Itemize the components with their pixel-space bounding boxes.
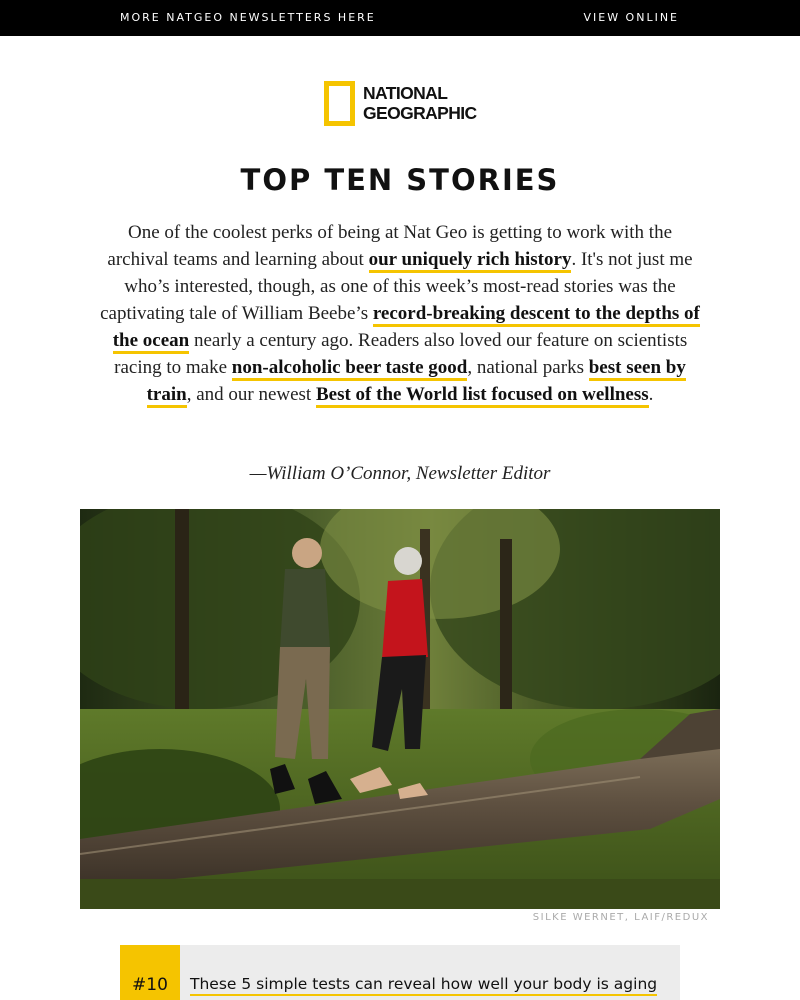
story-headline-link[interactable]: These 5 simple tests can reveal how well your body is aging xyxy=(190,975,657,996)
best-of-world-link[interactable]: Best of the World list focused on wellness xyxy=(316,384,649,408)
logo-wordmark xyxy=(363,83,477,123)
editor-signoff: —William O’Connor, Newsletter Editor xyxy=(249,463,551,484)
train-parks-link[interactable]: best seen by train xyxy=(147,357,686,408)
intro-paragraph: One of the coolest perks of being at Nat Geo is getting to work with the archival teams and learning about our uniquely rich history. It's not just me who’s interested, though, as one of this week’s most-read stories was the captivating tale of William Beebe’s record-breaking descent to the depths of the ocean nearly a century ago. Readers also loved our feature on scientists racing to make non-alcoholic beer taste good, national parks best seen by train, and our newest Best of the World list focused on wellness. xyxy=(100,219,700,408)
photo-credit: SILKE WERNET, LAIF/REDUX xyxy=(532,912,709,923)
logo-line-1: NATIONAL xyxy=(363,83,448,103)
story-item[interactable] xyxy=(120,945,680,1000)
story-rank: #10 xyxy=(120,945,180,1000)
page-title: TOP TEN STORIES xyxy=(240,163,560,197)
logo-line-2: GEOGRAPHIC xyxy=(363,103,477,123)
natgeo-logo[interactable] xyxy=(324,80,484,126)
hero-image[interactable] xyxy=(80,509,720,909)
ocean-descent-link[interactable]: record-breaking descent to the depths of the ocean xyxy=(113,303,700,354)
more-newsletters-link[interactable]: MORE NATGEO NEWSLETTERS HERE xyxy=(120,11,376,24)
history-link[interactable]: our uniquely rich history xyxy=(369,249,572,273)
top-bar xyxy=(0,0,800,36)
hero-photo-illustration xyxy=(80,509,720,909)
nonalcoholic-beer-link[interactable]: non-alcoholic beer taste good xyxy=(232,357,468,381)
yellow-frame-icon xyxy=(324,81,355,126)
view-online-link[interactable]: VIEW ONLINE xyxy=(583,11,679,24)
